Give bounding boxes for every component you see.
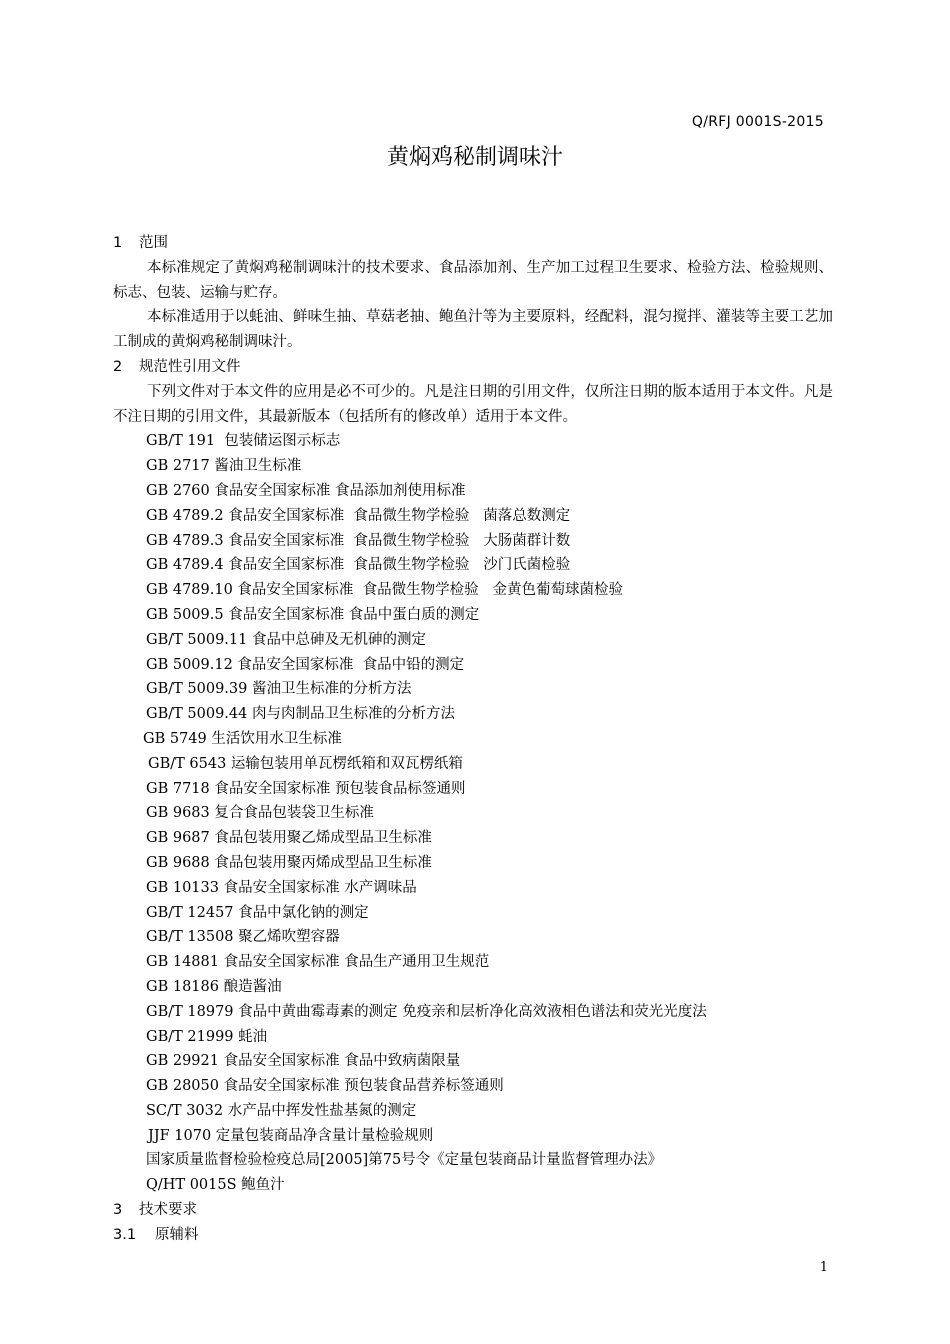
reference-item: GB 5009.5 食品安全国家标准 食品中蛋白质的测定 xyxy=(146,606,480,623)
section-title: 技术要求 xyxy=(139,1202,197,1219)
reference-item: GB/T 18979 食品中黄曲霉毒素的测定 免疫亲和层析净化高效液相色谱法和荧光光度法 xyxy=(146,1003,707,1020)
reference-item: GB 9687 食品包装用聚乙烯成型品卫生标准 xyxy=(146,830,432,847)
document-code: Q/RFJ 0001S-2015 xyxy=(691,114,824,130)
reference-item: GB 29921 食品安全国家标准 食品中致病菌限量 xyxy=(146,1053,461,1070)
reference-item: GB 28050 食品安全国家标准 预包装食品营养标签通则 xyxy=(146,1078,504,1095)
subsection-heading-raw-materials xyxy=(113,1223,833,1248)
reference-item: SC/T 3032 水产品中挥发性盐基氮的测定 xyxy=(146,1102,417,1119)
reference-item: GB 10133 食品安全国家标准 水产调味品 xyxy=(146,879,417,896)
section-heading-scope xyxy=(113,231,833,256)
section-title: 规范性引用文件 xyxy=(139,358,241,375)
section-heading-technical-requirements xyxy=(113,1198,833,1223)
reference-item: GB 9683 复合食品包装袋卫生标准 xyxy=(146,805,374,822)
reference-item: GB 2717 酱油卫生标准 xyxy=(146,458,302,475)
subsection-number: 3.1 xyxy=(113,1226,137,1243)
reference-item: GB 5749 生活饮用水卫生标准 xyxy=(143,730,342,747)
scope-paragraph-1: 本标准规定了黄焖鸡秘制调味汁的技术要求、食品添加剂、生产加工过程卫生要求、检验方法、检验规则、标志、包装、运输与贮存。 xyxy=(113,259,833,301)
reference-item: GB 7718 食品安全国家标准 预包装食品标签通则 xyxy=(146,780,466,797)
page-number: 1 xyxy=(819,1260,828,1275)
reference-item: GB 14881 食品安全国家标准 食品生产通用卫生规范 xyxy=(146,954,490,971)
reference-item: GB/T 5009.44 肉与肉制品卫生标准的分析方法 xyxy=(146,706,455,723)
reference-item: GB/T 21999 蚝油 xyxy=(146,1028,268,1045)
reference-item: GB/T 5009.11 食品中总砷及无机砷的测定 xyxy=(146,631,426,648)
reference-item: GB/T 5009.39 酱油卫生标准的分析方法 xyxy=(146,681,412,698)
reference-item: GB/T 12457 食品中氯化钠的测定 xyxy=(146,904,369,921)
section-number: 1 xyxy=(113,235,123,251)
subsection-title: 原辅料 xyxy=(155,1226,199,1243)
reference-item: GB 18186 酿造酱油 xyxy=(146,978,282,995)
references-intro-paragraph: 下列文件对于本文件的应用是必不可少的。凡是注日期的引用文件，仅所注日期的版本适用于本文件。凡是不注日期的引用文件，其最新版本（包括所有的修改单）适用于本文件。 xyxy=(113,383,833,425)
reference-list xyxy=(113,429,833,1198)
reference-item: GB 2760 食品安全国家标准 食品添加剂使用标准 xyxy=(146,482,466,499)
reference-item: GB/T 13508 聚乙烯吹塑容器 xyxy=(146,929,340,946)
document-title: 黄焖鸡秘制调味汁 xyxy=(386,145,563,170)
document-body xyxy=(113,231,833,1248)
reference-item: GB/T 6543 运输包装用单瓦楞纸箱和双瓦楞纸箱 xyxy=(148,755,463,772)
reference-item: GB 4789.2 食品安全国家标准 食品微生物学检验 菌落总数测定 xyxy=(146,507,571,524)
scope-paragraph-2: 本标准适用于以蚝油、鲜味生抽、草菇老抽、鲍鱼汁等为主要原料，经配料，混匀搅拌、灌装等主要工艺加工制成的黄焖鸡秘制调味汁。 xyxy=(113,309,833,351)
reference-item: JJF 1070 定量包装商品净含量计量检验规则 xyxy=(148,1127,434,1144)
reference-item: GB 5009.12 食品安全国家标准 食品中铅的测定 xyxy=(146,656,465,673)
section-title: 范围 xyxy=(139,235,168,251)
section-number: 3 xyxy=(113,1202,123,1219)
reference-item: GB 4789.3 食品安全国家标准 食品微生物学检验 大肠菌群计数 xyxy=(146,532,571,549)
reference-item: GB 9688 食品包装用聚丙烯成型品卫生标准 xyxy=(146,854,432,871)
reference-item: Q/HT 0015S 鲍鱼汁 xyxy=(146,1177,285,1194)
reference-item: GB 4789.4 食品安全国家标准 食品微生物学检验 沙门氏菌检验 xyxy=(146,557,571,574)
section-heading-normative-references xyxy=(113,355,833,380)
section-number: 2 xyxy=(113,358,123,375)
reference-item: GB/T 191 包装储运图示标志 xyxy=(146,433,341,450)
reference-item: 国家质量监督检验检疫总局[2005]第75号令《定量包装商品计量监督管理办法》 xyxy=(146,1152,663,1169)
reference-item: GB 4789.10 食品安全国家标准 食品微生物学检验 金黄色葡萄球菌检验 xyxy=(146,582,623,599)
